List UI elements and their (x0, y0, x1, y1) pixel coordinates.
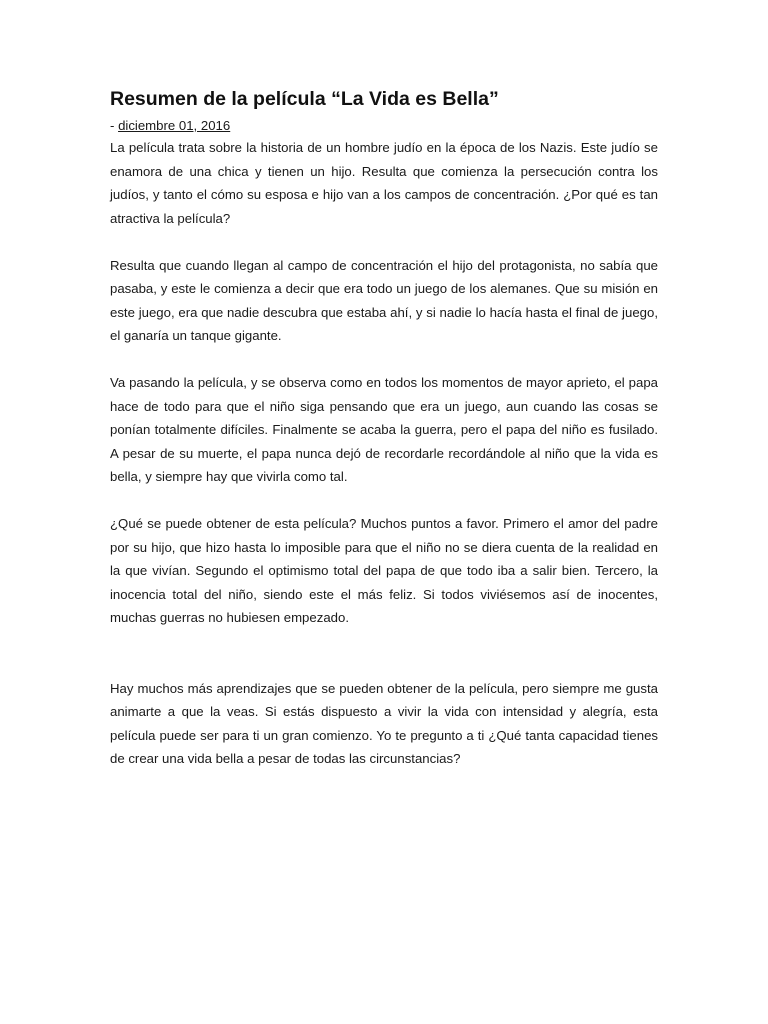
paragraph-plot: Va pasando la película, y se observa como en todos los momentos de mayor aprieto, el papa hace de todo para que el niño siga pensando que era un juego, aun cuando las cosas se ponían totalmente difíciles. Finalmente se acaba la guerra, pero el papa del niño es fusilado. A pesar de su muerte, el papa nunca dejó de recordarle recordándole al niño que la vida es bella, y siempre hay que vivirla como tal. (110, 375, 658, 484)
paragraph-camp: Resulta que cuando llegan al campo de concentración el hijo del protagonista, no sabía que pasaba, y este le comienza a decir que era todo un juego de los alemanes. Que su misión en este juego, era que nadie descubra que estaba ahí, y si nadie lo hacía hasta el final de juego, el ganaría un tanque gigante. (110, 257, 658, 343)
post-title: Resumen de la película “La Vida es Bella” (110, 88, 499, 110)
paragraph-spacer (110, 348, 658, 372)
paragraph-spacer (110, 230, 658, 254)
paragraph-spacer (110, 489, 658, 513)
paragraph-spacer (110, 630, 658, 677)
paragraph-intro: La película trata sobre la historia de un hombre judío en la época de los Nazis. Este judío se enamora de una chica y tienen un hijo. Resulta que comienza la persecución contra los judíos, y tanto el cómo su esposa e hijo van a los campos de concentración. ¿Por qué es tan atractiva la película? (110, 140, 658, 226)
document-page (110, 86, 658, 771)
post-date-link[interactable]: diciembre 01, 2016 (118, 118, 231, 133)
post-date-line (110, 116, 658, 136)
date-prefix: - (110, 118, 119, 133)
paragraph-lessons: ¿Qué se puede obtener de esta película? Muchos puntos a favor. Primero el amor del padre por su hijo, que hizo hasta lo imposible para que el niño no se diera cuenta de la realidad en la que vivían. Segundo el optimismo total del papa de que todo iba a salir bien. Tercero, la inocencia total del niño, siendo este el más feliz. Si todos viviésemos así de inocentes, muchas guerras no hubiesen empezado. (110, 516, 658, 625)
paragraph-closing: Hay muchos más aprendizajes que se pueden obtener de la película, pero siempre me gusta animarte a que la veas. Si estás dispuesto a vivir la vida con intensidad y alegría, esta película puede ser para ti un gran comienzo. Yo te pregunto a ti ¿Qué tanta capacidad tienes de crear una vida bella a pesar de todas las circunstancias? (110, 680, 658, 766)
